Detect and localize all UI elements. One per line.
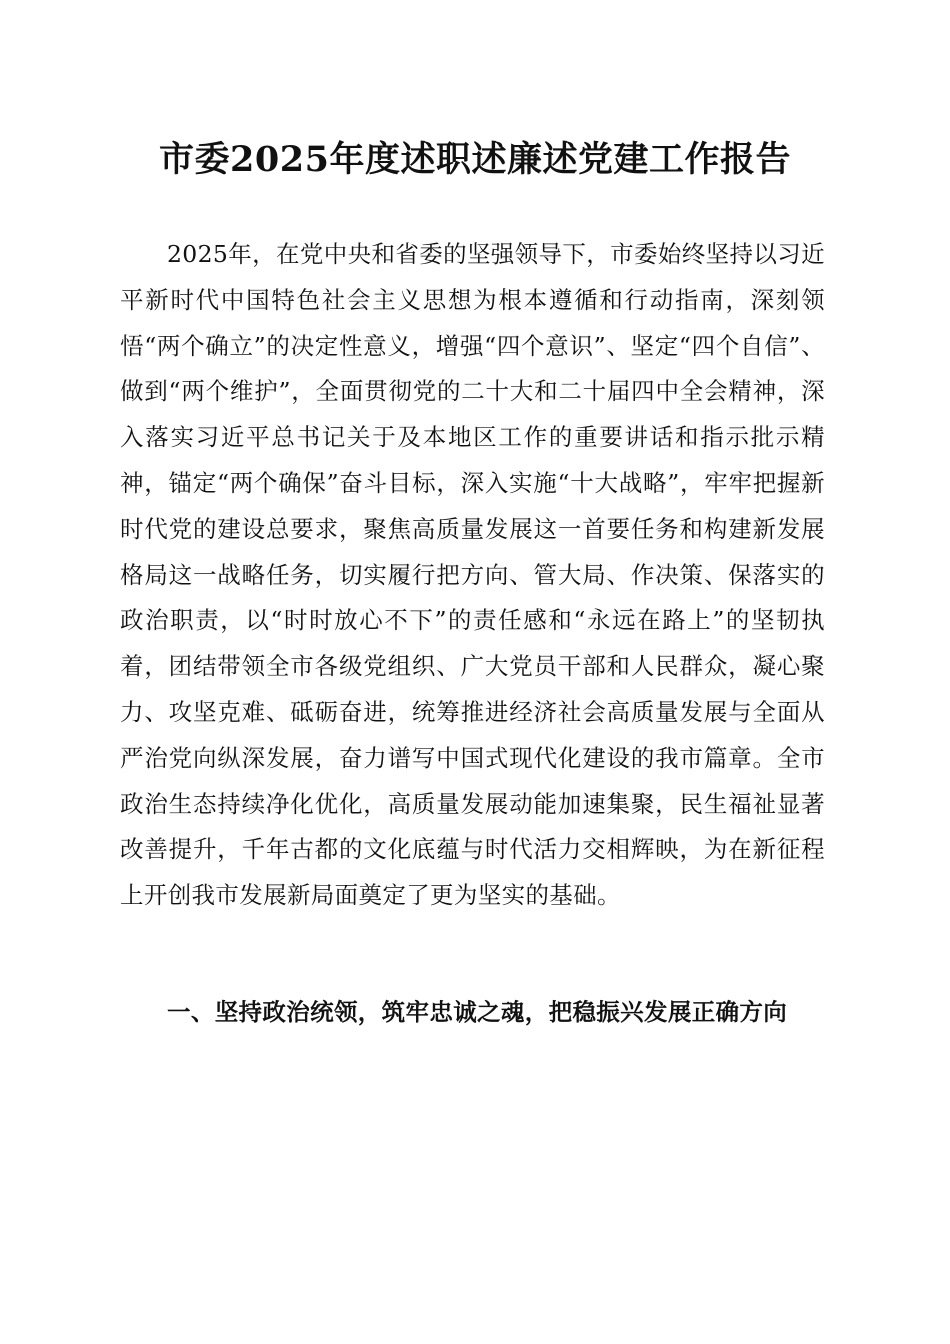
intro-paragraph: 2025年，在党中央和省委的坚强领导下，市委始终坚持以习近平新时代中国特色社会主义思想为根本遵循和行动指南，深刻领悟“两个确立”的决定性意义，增强“四个意识”、坚定“四个自信”、做到“两个维护”，全面贯彻党的二十大和二十届四中全会精神，深入落实习近平总书记关于及本地区工作的重要讲话和指示批示精神，锚定“两个确保”奋斗目标，深入实施“十大战略”，牢牢把握新时代党的建设总要求，聚焦高质量发展这一首要任务和构建新发展格局这一战略任务，切实履行把方向、管大局、作决策、保落实的政治职责，以“时时放心不下”的责任感和“永远在路上”的坚韧执着，团结带领全市各级党组织、广大党员干部和人民群众，凝心聚力、攻坚克难、砥砺奋进，统筹推进经济社会高质量发展与全面从严治党向纵深发展，奋力谱写中国式现代化建设的我市篇章。全市政治生态持续净化优化，高质量发展动能加速集聚，民生福祉显著改善提升，千年古都的文化底蕴与时代活力交相辉映，为在新征程上开创我市发展新局面奠定了更为坚实的基础。 [120, 240, 825, 910]
document-title: 市委2025年度述职述廉述党建工作报告 [159, 139, 791, 180]
section-heading-1: 一、坚持政治统领，筑牢忠诚之魂，把稳振兴发展正确方向 [167, 998, 788, 1026]
